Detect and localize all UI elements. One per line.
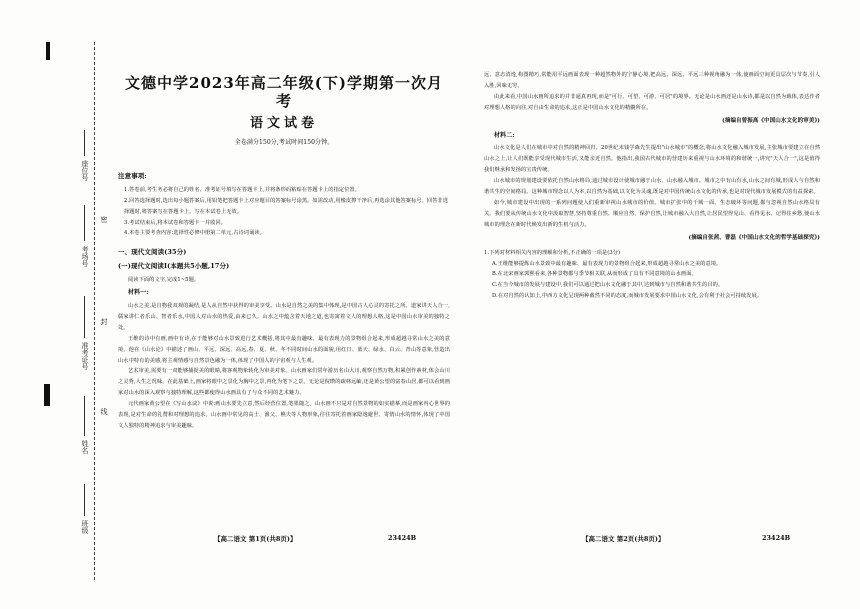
source-credit: (摘编自曾振高《中国山水文化的审美》) [722,117,820,124]
page-code-left: 23424B [388,534,417,542]
page-footer-left: 【高二语文 第1页(共8页)】 [214,535,297,543]
note-item: 4.本卷主要考查内容:选择性必修中册第二单元,古诗词诵读。 [124,230,265,237]
paragraph: 元代画家黄公望在《写山水诀》中说:画山水要先立意,然后经营位置,笔墨随之。山水画不只是对自然景物的如实描摹,而是画家内心世界的表现,是对生命的礼赞和对理想的追求。山水画中常见的高士、渔父、樵夫等人物形象,往往寄托着画家隐逸避世、寄情山水的情怀,体现了中国文人独特的精神追求与审美趣味。 [118,401,450,429]
paragraph: 王维的诗中有画,画中有诗,在于能够对山水景致进行艺术概括,将其中最有趣味、最有表现力的景物组合起来,形成超越寻常山水之美的意境。他在《山水论》中描述了画山、平远、深远、高远,春、夏、秋、冬不同时间山水的面貌,用红日、蓝天、绿水、白云、青山等意象,营造出山水中特有的美感,将主观情感与自然景色融为一体,体现了中国人的宇宙观与人生观。 [118,335,450,364]
paragraph: 山水之美,是自物我双观的凝结,是人从自然中获得的审美享受。山水是自然之美的集中体现,是中国古人心灵的寄托之所。道家讲天人合一,儒家讲仁者乐山、智者乐水,中国人对山水的热爱,由来已久。山水之中蕴含着天地之道,也寄寓着文人的理想人格,这是中国山水审美的独特之处。 [118,302,450,331]
option: A.王维能够提炼山水景致中最有趣味、最有表现力的景物组合起来,形成超越寻常山水之美的意境。 [492,260,722,267]
binding-mark-middle [44,384,50,406]
paragraph: 山水城市的规划建设要依托自然山水格局,通过城市设计使城市融于山水、山水融入城市。城市之中有山有水,山水之间有城,形成人与自然和谐共生的空间格局。这种城市理念以人为本,以自然为基础,以文化为灵魂,既是对中国传统山水文化的传承,也是对现代城市发展模式的有益探索。 [484,178,820,196]
paragraph: 艺术审美,需要有一双能够捕捉美的眼睛,将客观物象转化为审美对象。山水画家们常年游历名山大川,观察自然万物,积累创作素材,体会山川之灵秀,人生之况味。在此基础上,画家将眼中之景化为胸中之景,再化为笔下之景。无论是倪瓒的疏林远岫,还是黄公望的富春山居,都可以看到画家对山水的深入观察与独特理解,这些都使得山水画具有了与众不同的艺术魅力。 [118,368,450,397]
page-code-right: 23424B [762,534,791,542]
option: B.在北宋画家郭熙看来,各种景物都与季节相关联,从而形成了具有不同意境的山水画面。 [492,271,697,278]
side-field-line [84,484,85,516]
exam-title: 文德中学2023年高二年级(下)学期第一次月考 [125,74,443,110]
source-credit: (摘编自张茜、曹磊《中国山水文化的哲学基础探究》) [688,234,820,241]
binding-mark-mi: 密 [100,216,108,223]
material-heading: 材料一: [128,289,149,297]
paragraph: 如今,城市建设中出现的一系列问题使人们重新审视山水城市的价值。城市扩张中的千城一面、生态破坏等问题,都与忽视自然山水格局有关。我们要从传统山水文化中汲取智慧,坚持尊重自然、顺应自然、保护自然,让城市融入大自然,让居民望得见山、看得见水、记得住乡愁,使山水城市的理念在新时代焕发出新的生机与活力。 [484,199,820,228]
subsection-heading: (一)现代文阅读Ⅰ(本题共5小题,17分) [118,262,230,271]
instruction: 阅读下面的文字,完成1~5题。 [128,277,200,284]
exam-subtitle: 语文试卷 [249,116,318,131]
binding-mark-top [46,42,50,60]
page-left [118,64,450,432]
side-field-line [84,205,85,241]
section-heading: 一、现代文阅读(35分) [118,248,187,257]
notes-heading: 注意事项: [118,171,147,180]
binding-line [94,42,95,580]
paragraph: 山水文化是人们在城市中对自然的精神回归。20世纪末钱学森先生提出"山水城市"的概念,将山水文化融入城市发展,主张城市要建立在自然山水之上,让人们既能享受现代城市生活,又能亲近自然。他指出,我国古代城市的营建历来重视与山水环境的和谐统一,讲究"天人合一",这是值得我们继承和发扬的宝贵传统。 [484,145,820,174]
option: D.在对自然的认知上,中西方文化呈现两种截然不同的态度,而城市发展要求中国山水文化,会有利于社会可持续发展。 [492,293,763,300]
note-item: 1.答卷前,考生务必将自己的姓名、准考证号填写在答题卡上,并将条形码粘贴在答题卡上的指定位置。 [124,186,361,193]
side-field-line [84,296,85,338]
exam-info: 全卷满分150分,考试时间150分钟。 [234,139,334,146]
side-field-seat: 座位号 [81,160,89,181]
side-field-ticket: 准考证号 [81,342,89,370]
paragraph: 由此来看,中国山水画所追求的并非逼真再现,而是"可行、可望、可游、可居"的境界。无论是山水画还是山水诗,都是以自然为载体,表达作者对理想人格的向往,对自由生命的追求,这正是中国山水文化的精髓所在。 [484,93,820,111]
question: 1.下列对材料相关内容的理解和分析,不正确的一项是(3分) [484,249,621,256]
note-item: 2.回答选择题时,选出每小题答案后,用铅笔把答题卡上对应题目的答案标号涂黑。如需改动,用橡皮擦干净后,再选涂其他答案标号。回答非选择题时,将答案写在答题卡上。写在本试卷上无效。 [124,197,449,215]
binding-mark-feng: 封 [100,318,108,325]
side-field-line [84,396,85,436]
binding-mark-xian: 线 [100,408,108,415]
paragraph: 远、意态清逸,构图精巧,常能用平远画面表现一种超然物外的宁静心境,把高远、深远、平远三种视角融为一体,使画面空间更具层次与节奏,引人入胜,回味无穷。 [484,72,820,89]
side-field-room: 考场号 [81,246,89,267]
side-field-name: 姓名 [81,440,89,454]
note-item: 3.考试结束后,将本试卷和答题卡一并收回。 [124,219,227,226]
page-right [484,70,820,302]
material-heading: 材料二: [494,131,515,139]
option: C.在当今城市的发展与建设中,我们可以通过把山水文化融于其中,达到城市与自然和谐共生的目的。 [492,282,724,289]
side-field-line [84,130,85,156]
side-field-class: 班级 [81,520,89,534]
page-footer-right: 【高二语文 第2页(共8页)】 [582,535,665,543]
